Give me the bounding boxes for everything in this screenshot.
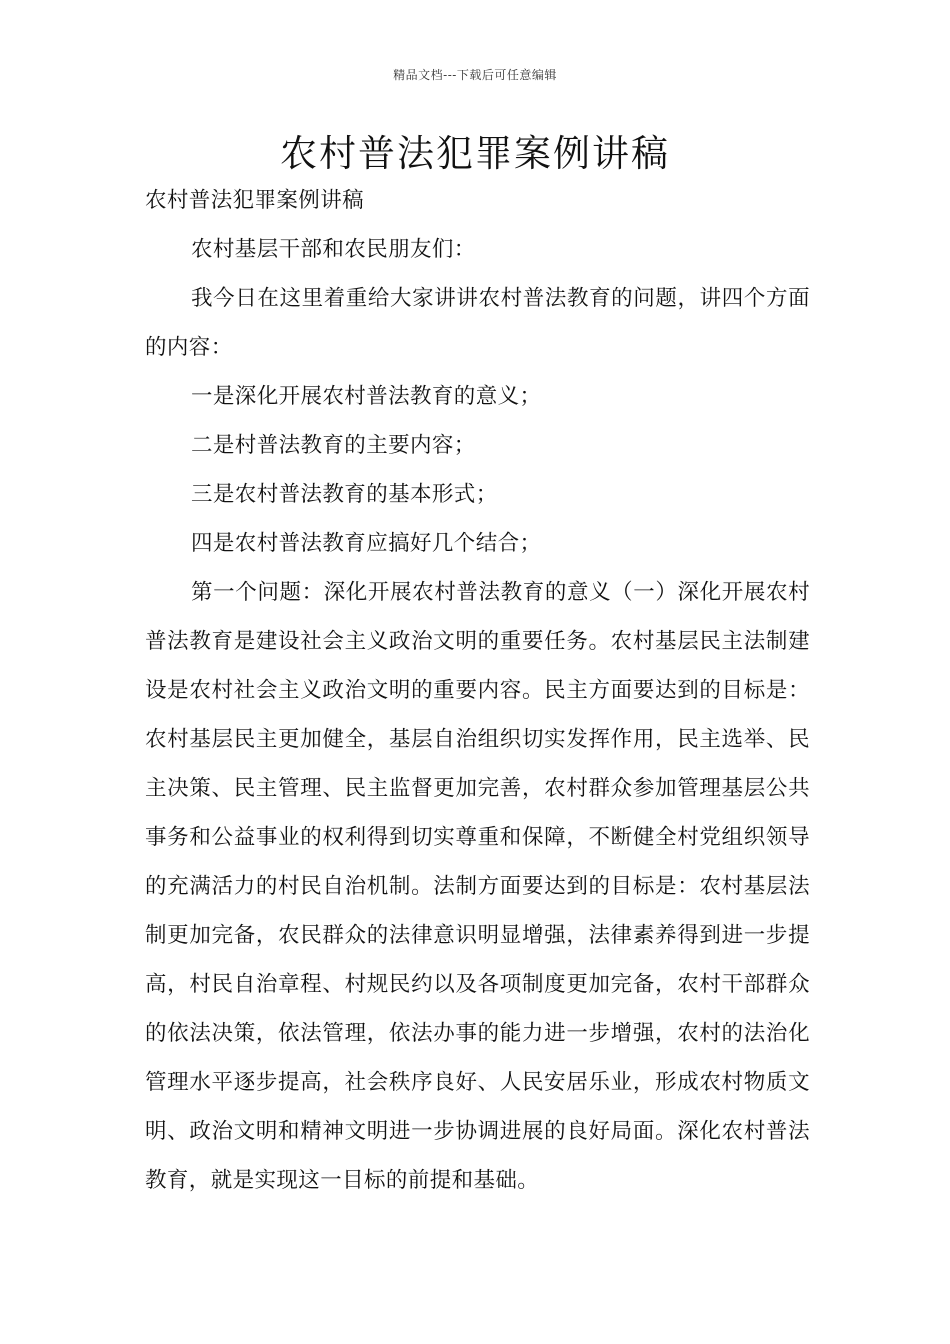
paragraph-point-four: 四是农村普法教育应搞好几个结合； <box>191 531 542 556</box>
document-body <box>145 176 810 1205</box>
paragraph-first-issue: 第一个问题：深化开展农村普法教育的意义（一）深化开展农村普法教育是建设社会主义政治文明的重要任务。农村基层民主法制建设是农村社会主义政治文明的重要内容。民主方面要达到的目标是：农村基层民主更加健全，基层自治组织切实发挥作用，民主选举、民主决策、民主管理、民主监督更加完善，农村群众参加管理基层公共事务和公益事业的权利得到切实尊重和保障，不断健全村党组织领导的充满活力的村民自治机制。法制方面要达到的目标是：农村基层法制更加完备，农民群众的法律意识明显增强，法律素养得到进一步提高，村民自治章程、村规民约以及各项制度更加完备，农村干部群众的依法决策，依法管理，依法办事的能力进一步增强，农村的法治化管理水平逐步提高，社会秩序良好、人民安居乐业，形成农村物质文明、政治文明和精神文明进一步协调进展的良好局面。深化农村普法教育，就是实现这一目标的前提和基础。 <box>145 580 810 1193</box>
header-note: 精品文档---下载后可任意编辑 <box>393 68 557 82</box>
paragraph-point-two: 二是村普法教育的主要内容； <box>191 433 476 458</box>
document-subtitle: 农村普法犯罪案例讲稿 <box>145 188 365 213</box>
paragraph-point-one: 一是深化开展农村普法教育的意义； <box>191 384 542 409</box>
paragraph-point-three: 三是农村普法教育的基本形式； <box>191 482 498 507</box>
paragraph-intro: 我今日在这里着重给大家讲讲农村普法教育的问题，讲四个方面的内容： <box>145 286 810 360</box>
document-title: 农村普法犯罪案例讲稿 <box>280 132 670 175</box>
paragraph-greeting: 农村基层干部和农民朋友们： <box>191 237 476 262</box>
